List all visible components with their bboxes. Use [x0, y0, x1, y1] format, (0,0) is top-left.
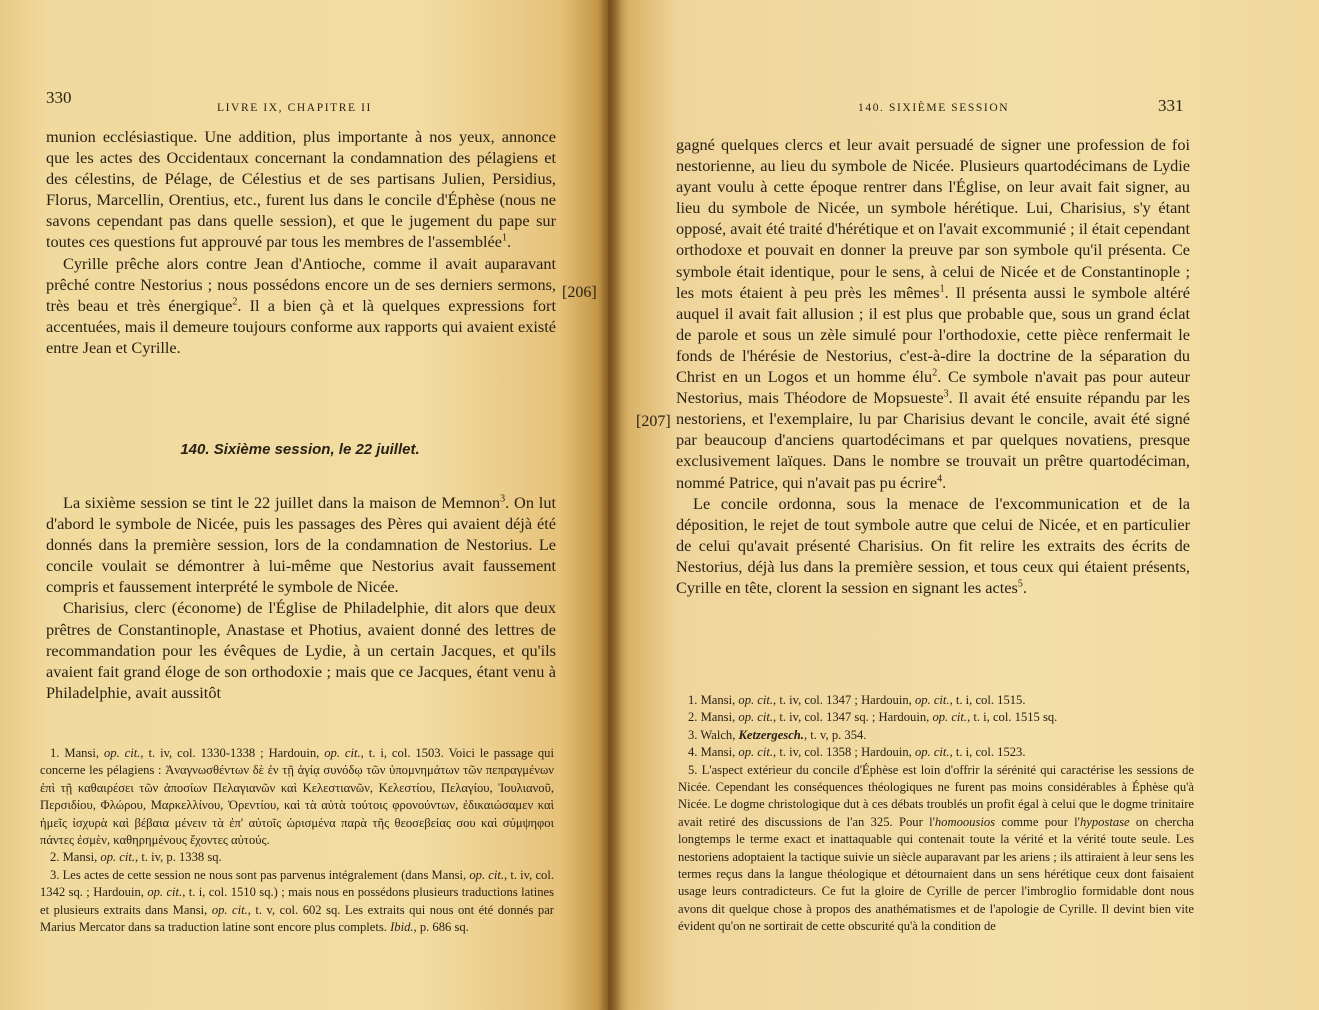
footnote: 2. Mansi, op. cit., t. iv, p. 1338 sq. [50, 850, 222, 865]
left-body-bottom [46, 492, 556, 703]
right-body [676, 134, 1190, 598]
right-page-number: 331 [1158, 96, 1184, 115]
margin-marker-207: [207] [636, 413, 671, 430]
right-footnotes [678, 692, 1194, 936]
left-page-number: 330 [46, 88, 72, 107]
book-gutter [598, 0, 622, 1010]
left-footnotes [40, 745, 554, 936]
footnote: 2. Mansi, op. cit., t. iv, col. 1347 sq. ; Hardouin, op. cit., t. i, col. 1515 sq. [688, 710, 1058, 725]
paragraph: gagné quelques clercs et leur avait persuadé de signer une profession de foi nestorienne, au lieu du symbole de Nicée. Plusieurs quartodécimans de Lydie ayant voulu à cette époque rentrer dans l'Église, on leur avait fait signer, au lieu du symbole de Nicée, un symbole hérétique. Lui, Charisius, s'y étant opposé, avait été traité d'hérétique et on l'avait excommunié ; il était cependant orthodoxe et pouvait en donner la preuve par son symbole qu'il présenta. Ce symbole était identique, pour le sens, à celui de Nicée et de Constantinople ; les mots étaient à peu près les mêmes$^1$. Il présenta aussi le symbole altéré auquel il avait fait allusion ; il est plus que probable que, sous un grand éclat de parole et sous un zèle simulé pour l'orthodoxie, cette pièce renfermait le fonds de l'hérésie de Nestorius, c'est-à-dire la doctrine de la séparation du Christ en un Logos et un homme élu$^2$. Ce symbole n'avait pas pour auteur Nestorius, mais Théodore de Mopsueste$^3$. Il avait été ensuite répandu par les nestoriens, et l'exemplaire, lu par Charisius devant le concile, avait été signé par beaucoup d'anciens quartodécimans et par quelques novatiens, presque exclusivement laïques. Dans le nombre se trouvait un prêtre quartodéciman, nommé Patrice, qui n'avait pas pu écrire$^4$. [676, 135, 1190, 492]
footnote: 1. Mansi, op. cit., t. iv, col. 1330-1338 ; Hardouin, op. cit., t. i, col. 1503. Voici le passage qui concerne les pélagiens : Ἀναγνωσθέντων δὲ ἐν τῇ ἁγίᾳ συνόδῳ τῶν ὑπομνημάτων τῶν πεπραγμένων ἐπὶ τῇ καθαιρέσει τῶν ἀποσίων Πελαγιανῶν καὶ Κελεστιανῶν, Κελεστίου, Πελαγίου, Ἰουλιανοῦ, Περσιδίου, Φλώρου, Μαρκελλίνου, Ὀρεντίου, καὶ τὰ αὐτὰ τούτοις φρονούντων, ἐδικαιώσαμεν καὶ ἡμεῖς ἰσχυρὰ καὶ βέβαια μένειν τὰ ἐπ' αὐτοῖς ὡρισμένα παρὰ τῆς θεοσεβείας σου καὶ σύμψηφοι πάντες ἐσμὲν, καθηρημένους ἔχοντες αὐτούς. [40, 746, 554, 848]
left-body-top [46, 126, 556, 358]
paragraph: Charisius, clerc (économe) de l'Église de Philadelphie, dit alors que deux prêtres de Constantinople, Anastase et Photius, avaient donné des lettres de recommandation pour les évêques de Lydie, à un certain Jacques, et qu'ils avaient fait grand éloge de son orthodoxie ; mais que ce Jacques, étant venu à Philadelphie, avait aussitôt [46, 598, 556, 702]
footnote: 3. Walch, Ketzergesch., t. v, p. 354. [688, 727, 867, 742]
section-heading: 140. Sixième session, le 22 juillet. [180, 441, 420, 458]
paragraph: munion ecclésiastique. Une addition, plus importante à nos yeux, annonce que les actes des Occidentaux concernant la condamnation des pélagiens et des célestins, de Pélage, de Célestius et de ses partisans Julien, Persidius, Florus, Marcellin, Orentius, etc., furent lus dans le concile d'Éphèse (nous ne savons cependant pas dans quelle session), et que le jugement du pape sur toutes ces questions fut approuvé par tous les membres de l'assemblée$^1$. [46, 127, 556, 252]
right-page [608, 0, 1319, 1010]
footnote: 3. Les actes de cette session ne nous sont pas parvenus intégralement (dans Mansi, op. cit., t. iv, col. 1342 sq. ; Hardouin, op. cit., t. i, col. 1510 sq.) ; mais nous en possédons plusieurs traductions latines et plusieurs extraits dans Mansi, op. cit., t. v, col. 602 sq. Les extraits qui nous ont été donnés par Marius Mercator dans sa traduction latine sont encore plus complets. Ibid., p. 686 sq. [40, 867, 554, 935]
footnote: 4. Mansi, op. cit., t. iv, col. 1358 ; Hardouin, op. cit., t. i, col. 1523. [688, 745, 1026, 760]
right-running-head: 140. SIXIÈME SESSION [858, 102, 1010, 114]
left-running-head: LIVRE IX, CHAPITRE II [217, 102, 372, 114]
paragraph: La sixième session se tint le 22 juillet dans la maison de Memnon$^3$. On lut d'abord le symbole de Nicée, puis les passages des Pères qui avaient déjà été donnés dans la première session, lors de la condamnation de Nestorius. Le concile voulait se démontrer à lui-même que Nestorius avait faussement compris et faussement interprété le symbole de Nicée. [46, 493, 556, 597]
left-page [0, 0, 608, 1010]
footnote: 5. L'aspect extérieur du concile d'Éphèse est loin d'offrir la sérénité qui caractérise les sessions de Nicée. Cependant les conséquences théologiques ne furent pas moins considérables à Éphèse qu'à Nicée. Le dogme christologique dut à ces débats troublés un profit égal à celui que le dogme trinitaire avait retiré des discussions de l'an 325. Pour l'homoousios comme pour l'hypostase on chercha longtemps le terme exact et inattaquable qui contenait toute la vérité et la vérité toute seule. Les nestoriens adoptaient la tactique suivie un siècle auparavant par les ariens ; ils attiraient à leur sens les termes reçus dans la langue théologique et détournaient dans un sens hérétique ceux dont faisaient usage leurs contradicteurs. Ce fut la gloire de Cyrille de percer l'imbroglio formidable dont nous avons dit quelque chose à propos des anathématismes et de l'apologie de Cyrille. Il devint bien vite évident qu'on ne sortirait de cette obscurité qu'à la condition de [678, 762, 1194, 934]
paragraph: Le concile ordonna, sous la menace de l'excommunication et de la déposition, le rejet de tout symbole autre que celui de Nicée, et en particulier de celui qu'avait présenté Charisius. On fit relire les extraits des écrits de Nestorius, déjà lus dans la première session, et tous ceux qui étaient présents, Cyrille en tête, clorent la session en signant les actes$^5$. [676, 493, 1190, 597]
footnote: 1. Mansi, op. cit., t. iv, col. 1347 ; Hardouin, op. cit., t. i, col. 1515. [688, 693, 1026, 707]
margin-marker-206: [206] [562, 284, 597, 301]
paragraph: Cyrille prêche alors contre Jean d'Antioche, comme il avait auparavant prêché contre Nestorius ; nous possédons encore un de ses derniers sermons, très beau et très énergique$^2$. Il a bien çà et là quelques expressions fort accentuées, mais il demeure toujours conforme aux rapports qui avaient existé entre Jean et Cyrille. [46, 253, 556, 357]
